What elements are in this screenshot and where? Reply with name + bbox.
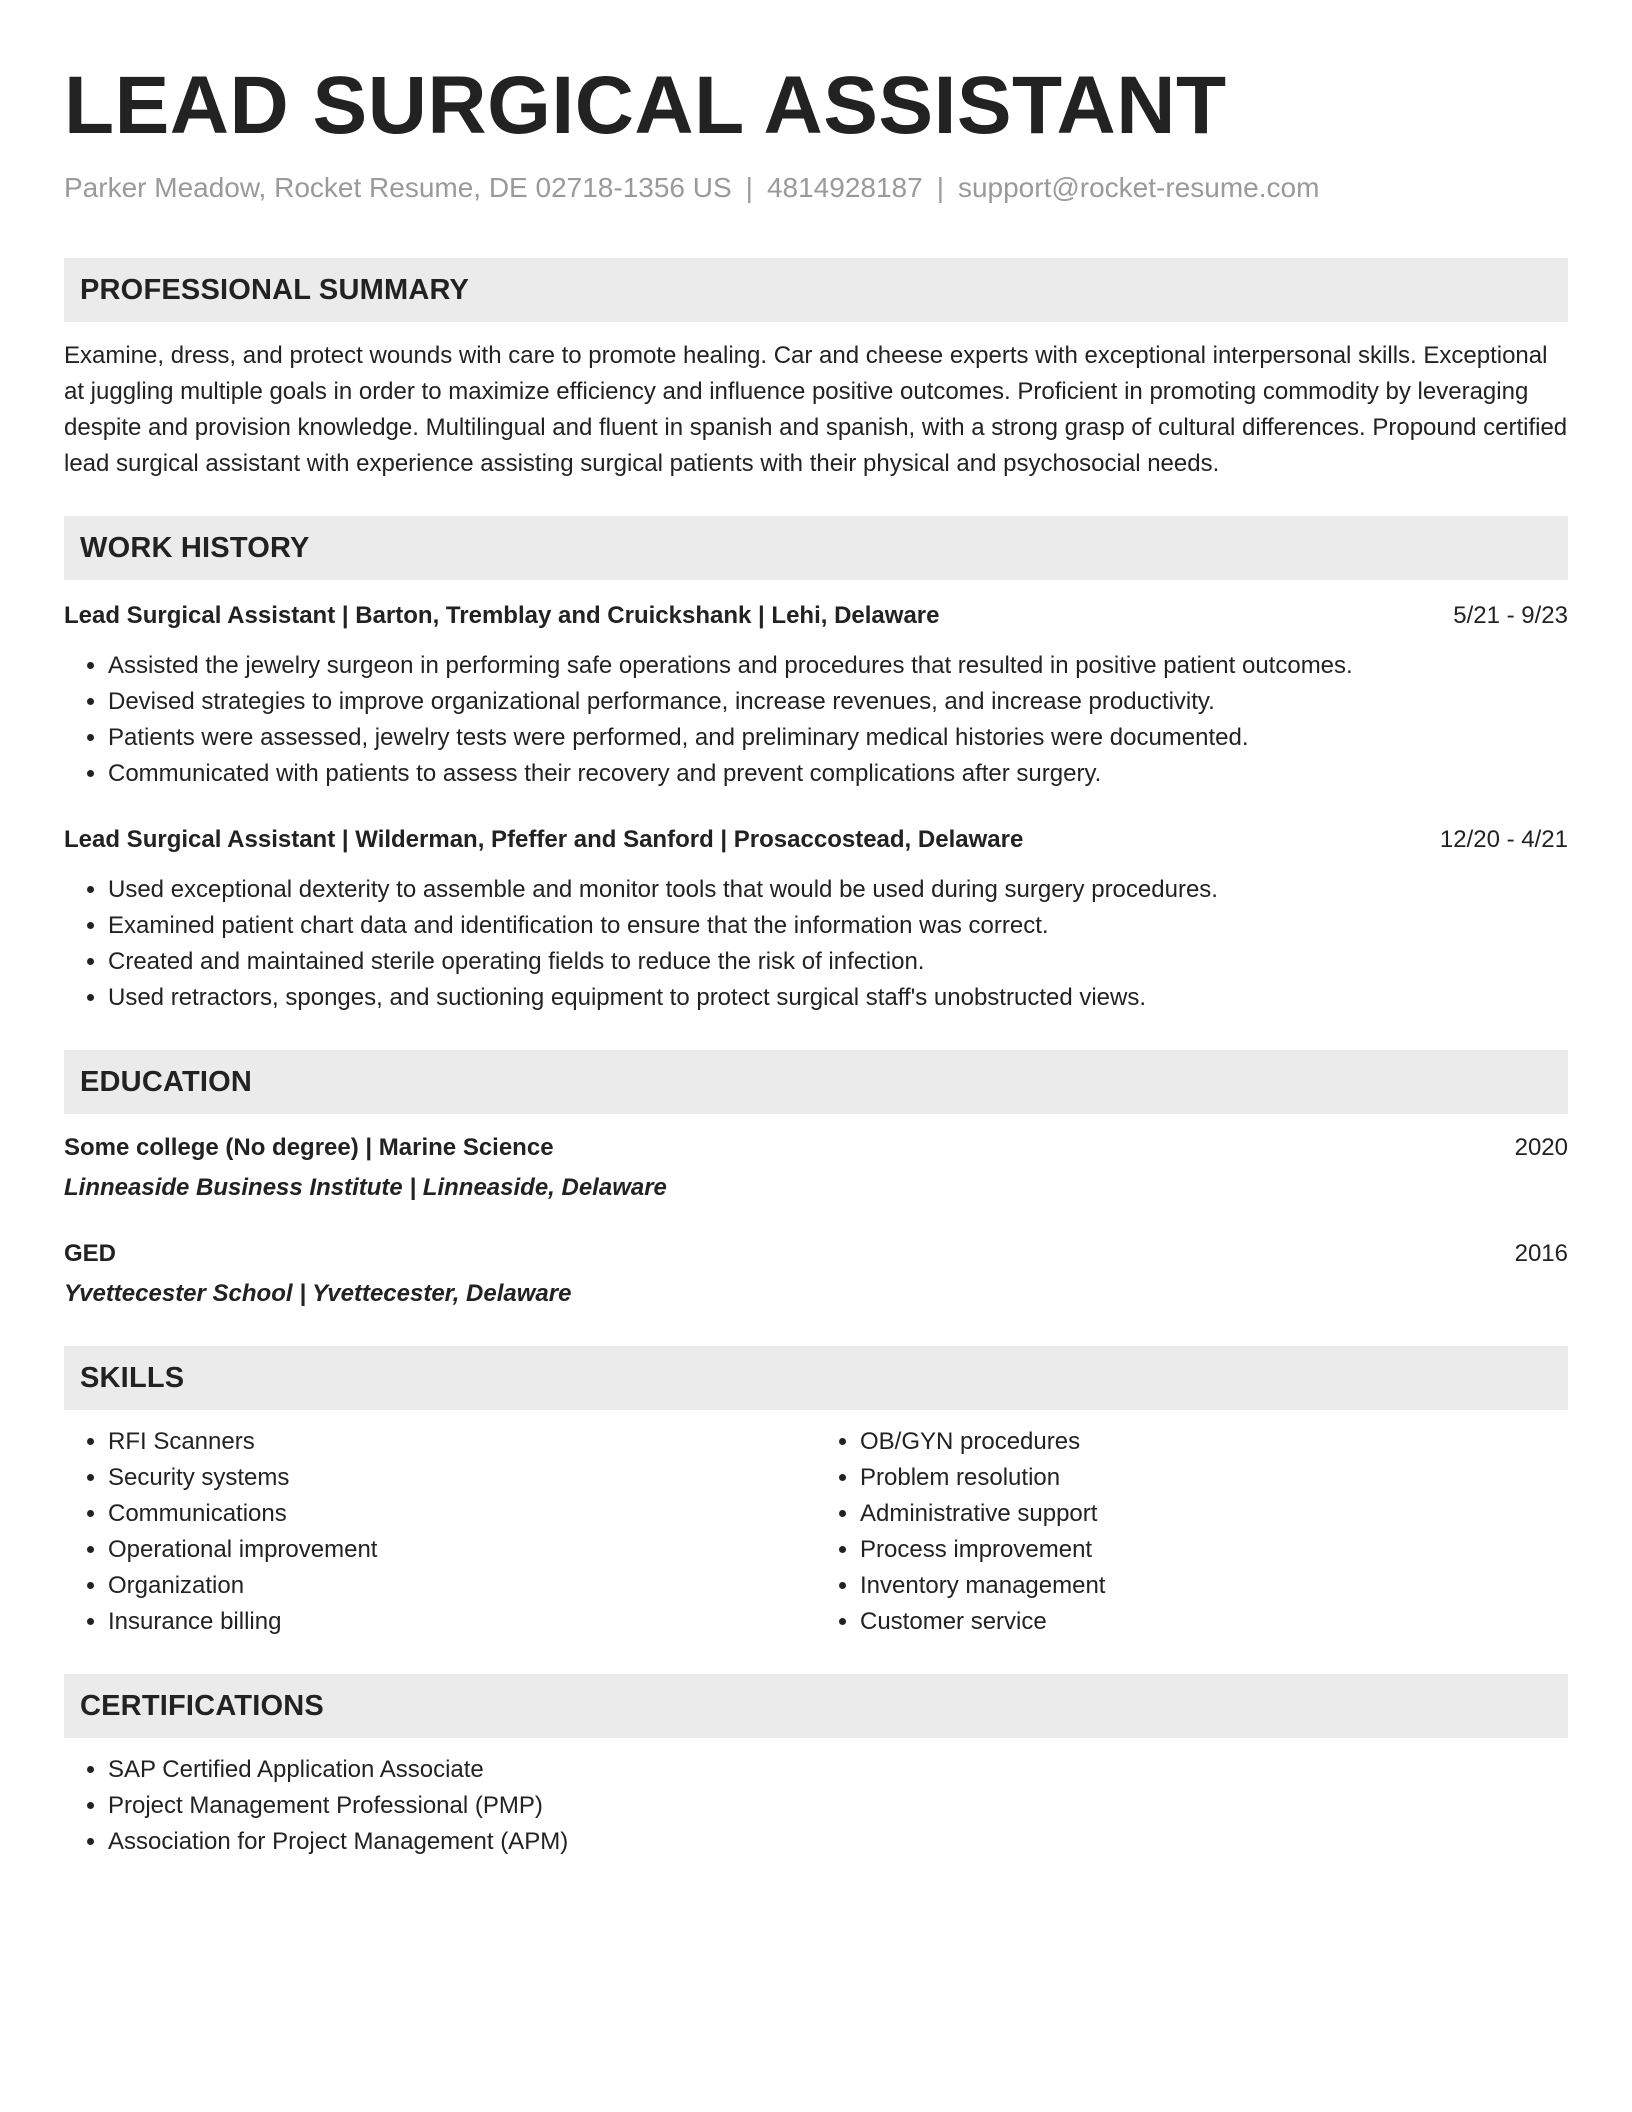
contact-phone: 4814928187 [766,172,923,203]
skills-column-right [816,1424,1568,1640]
skill-item: • RFI Scanners [108,1424,816,1460]
skill-item: • OB/GYN procedures [860,1424,1568,1460]
job-title: Lead Surgical Assistant | Barton, Tremblay and Cruickshank | Lehi, Delaware [64,602,940,629]
skill-item: • Problem resolution [860,1460,1568,1496]
education-entry [64,1130,1568,1206]
candidate-title: LEAD SURGICAL ASSISTANT [64,60,1227,151]
skill-item: • Inventory management [860,1568,1568,1604]
education-year: 2016 [1514,1240,1568,1267]
skill-item: • Administrative support [860,1496,1568,1532]
contact-line [64,170,1568,206]
certification-item: • Project Management Professional (PMP) [108,1788,1568,1824]
education-school: Yvettecester School | Yvettecester, Delaware [64,1280,572,1307]
skill-item: • Security systems [108,1460,816,1496]
certification-item: • SAP Certified Application Associate [108,1752,1568,1788]
job-header [64,598,1568,634]
summary-text: Examine, dress, and protect wounds with care to promote healing. Car and cheese experts with exceptional interpersonal skills. Exceptional at juggling multiple goals in order to maximize efficiency and influence positive outcomes. Proficient in promoting commodity by leveraging despite and provision knowledge. Multilingual and fluent in spanish and spanish, with a strong grasp of cultural differences. Propound certified lead surgical assistant with experience assisting surgical patients with their physical and psychosocial needs. [64,342,1568,477]
education-header [64,1236,1568,1272]
education-header [64,1130,1568,1166]
skills-list [64,1424,816,1640]
education-school: Linneaside Business Institute | Linneaside, Delaware [64,1174,667,1201]
job-bullet: • Communicated with patients to assess their recovery and prevent complications after surgery. [108,756,1568,792]
skill-item: • Organization [108,1568,816,1604]
contact-address: Parker Meadow, Rocket Resume, DE 02718-1356 US [64,172,732,203]
education-degree: Some college (No degree) | Marine Science [64,1134,554,1161]
education-degree: GED [64,1240,117,1267]
job-entry [64,598,1568,792]
skills-column-left [64,1424,816,1640]
skill-item: • Insurance billing [108,1604,816,1640]
certifications-list [64,1752,1568,1860]
job-entry [64,822,1568,1016]
education-entry [64,1236,1568,1312]
job-bullet: • Examined patient chart data and identification to ensure that the information was correct. [108,908,1568,944]
job-bullets [64,872,1568,1016]
job-bullet: • Used exceptional dexterity to assemble and monitor tools that would be used during surgery procedures. [108,872,1568,908]
section-header-summary: PROFESSIONAL SUMMARY [64,258,1568,322]
job-bullet: • Patients were assessed, jewelry tests were performed, and preliminary medical histories were documented. [108,720,1568,756]
contact-email: support@rocket-resume.com [957,172,1320,203]
section-header-education: EDUCATION [64,1050,1568,1114]
skills-list [816,1424,1568,1640]
section-header-work-history: WORK HISTORY [64,516,1568,580]
skills-grid [64,1424,1568,1640]
skill-item: • Communications [108,1496,816,1532]
job-dates: 12/20 - 4/21 [1439,826,1568,853]
job-bullet: • Created and maintained sterile operating fields to reduce the risk of infection. [108,944,1568,980]
section-header-certifications: CERTIFICATIONS [64,1674,1568,1738]
skill-item: • Process improvement [860,1532,1568,1568]
contact-separator: | [745,172,753,203]
job-bullet: • Devised strategies to improve organizational performance, increase revenues, and increase productivity. [108,684,1568,720]
section-header-skills: SKILLS [64,1346,1568,1410]
job-bullet: • Assisted the jewelry surgeon in performing safe operations and procedures that resulted in positive patient outcomes. [108,648,1568,684]
job-header [64,822,1568,858]
certification-item: • Association for Project Management (APM) [108,1824,1568,1860]
job-bullet: • Used retractors, sponges, and suctioning equipment to protect surgical staff's unobstructed views. [108,980,1568,1016]
job-dates: 5/21 - 9/23 [1453,602,1568,629]
skill-item: • Customer service [860,1604,1568,1640]
skill-item: • Operational improvement [108,1532,816,1568]
job-bullets [64,648,1568,792]
education-year: 2020 [1514,1134,1568,1161]
contact-separator: | [936,172,944,203]
job-title: Lead Surgical Assistant | Wilderman, Pfeffer and Sanford | Prosaccostead, Delaware [64,826,1024,853]
